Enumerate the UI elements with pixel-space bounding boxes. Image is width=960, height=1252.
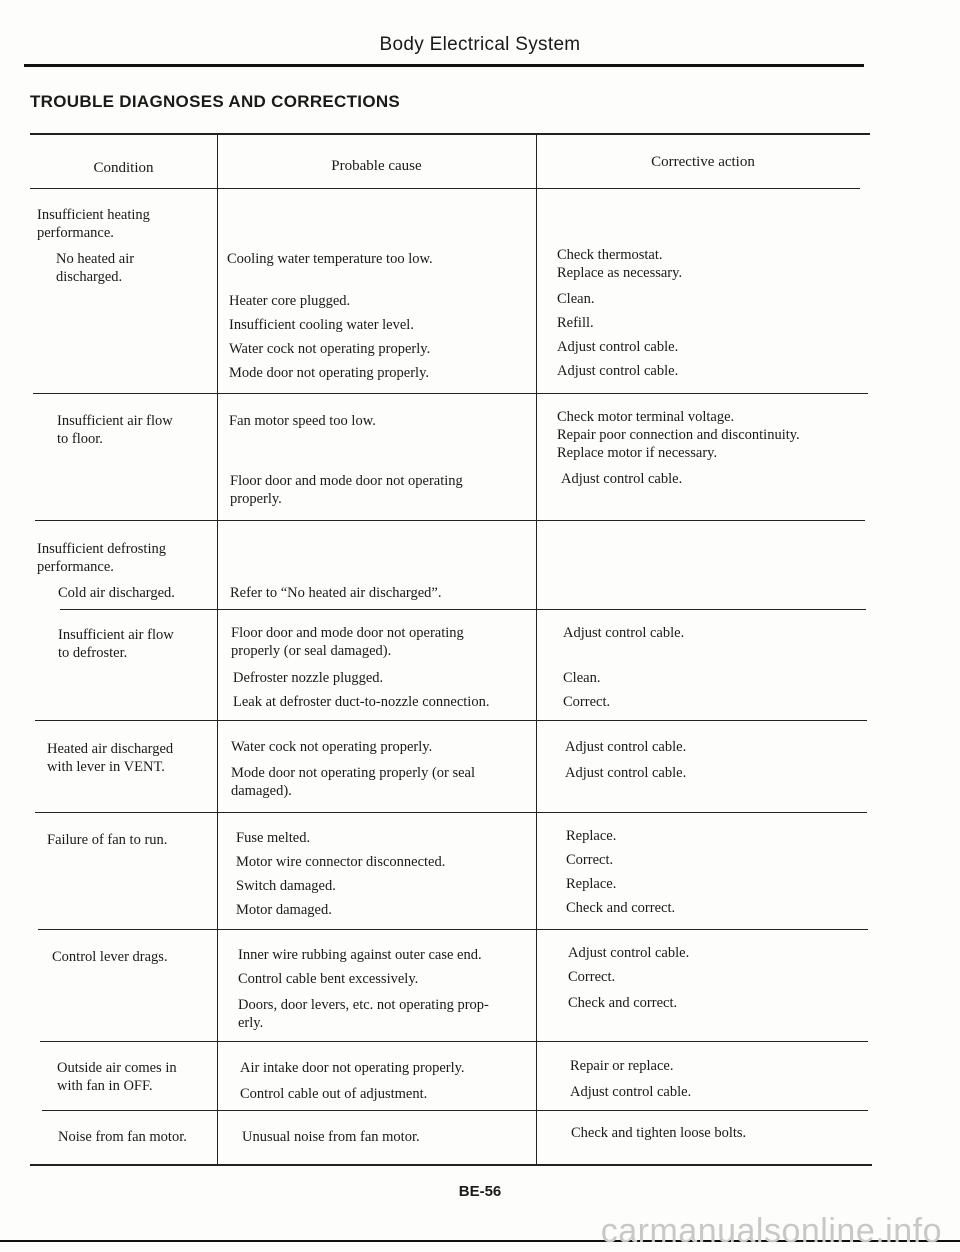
condition-text: Insufficient heating xyxy=(37,207,150,223)
action-text: Adjust control cable. xyxy=(563,625,685,641)
cause-text: Motor wire connector disconnected. xyxy=(236,854,446,870)
action-text: Adjust control cable. xyxy=(565,765,687,781)
table-top-rule xyxy=(30,133,870,135)
row-divider xyxy=(40,1041,868,1042)
column-divider-1 xyxy=(217,135,218,1165)
action-text: Correct. xyxy=(566,852,614,868)
row-divider xyxy=(42,1110,868,1111)
action-text: Replace. xyxy=(566,876,617,892)
cause-text: Fan motor speed too low. xyxy=(229,413,376,429)
action-text: Replace motor if necessary. xyxy=(557,445,718,461)
row-divider xyxy=(35,720,867,721)
watermark-logo: carmanualsonline.info xyxy=(600,1212,942,1250)
row-divider xyxy=(35,812,867,813)
action-text: Check and correct. xyxy=(568,995,678,1011)
cause-text: Heater core plugged. xyxy=(229,293,351,309)
condition-text: Insufficient defrosting xyxy=(37,541,166,557)
condition-text: No heated air xyxy=(56,251,135,267)
condition-text: Control lever drags. xyxy=(52,949,168,965)
action-text: Adjust control cable. xyxy=(561,471,683,487)
page-number: BE-56 xyxy=(458,1183,502,1200)
condition-text: Noise from fan motor. xyxy=(58,1129,187,1145)
row-divider xyxy=(33,393,868,394)
cause-text: Refer to “No heated air discharged”. xyxy=(230,585,442,601)
table-bottom-rule xyxy=(30,1164,872,1166)
cause-text: Floor door and mode door not operating xyxy=(231,625,464,641)
column-header-probable-cause: Probable cause xyxy=(331,158,422,174)
action-text: Repair or replace. xyxy=(570,1058,674,1074)
cause-text: Cooling water temperature too low. xyxy=(227,251,433,267)
condition-text: Cold air discharged. xyxy=(58,585,175,601)
cause-text: Switch damaged. xyxy=(236,878,336,894)
cause-text: Doors, door levers, etc. not operating prop- xyxy=(238,997,489,1013)
action-text: Refill. xyxy=(557,315,594,331)
cause-text: Fuse melted. xyxy=(236,830,311,846)
condition-text: Insufficient air flow xyxy=(57,413,173,429)
cause-text: damaged). xyxy=(231,783,292,799)
condition-text: discharged. xyxy=(56,269,123,285)
cause-text: properly (or seal damaged). xyxy=(231,643,392,659)
action-text: Adjust control cable. xyxy=(568,945,690,961)
header-bottom-rule xyxy=(30,188,860,189)
column-divider-2 xyxy=(536,135,537,1165)
cause-text: erly. xyxy=(238,1015,264,1031)
cause-text: Water cock not operating properly. xyxy=(229,341,431,357)
action-text: Check motor terminal voltage. xyxy=(557,409,735,425)
column-header-corrective-action: Corrective action xyxy=(651,154,755,170)
cause-text: Control cable out of adjustment. xyxy=(240,1086,428,1102)
cause-text: Mode door not operating properly. xyxy=(229,365,429,381)
condition-text: to defroster. xyxy=(58,645,128,661)
cause-text: Mode door not operating properly (or seal xyxy=(231,765,476,781)
row-divider xyxy=(38,929,868,930)
action-text: Adjust control cable. xyxy=(565,739,687,755)
action-text: Check and correct. xyxy=(566,900,676,916)
cause-text: Water cock not operating properly. xyxy=(231,739,433,755)
condition-text: Outside air comes in xyxy=(57,1060,177,1076)
section-title: TROUBLE DIAGNOSES AND CORRECTIONS xyxy=(30,92,401,111)
cause-text: Leak at defroster duct-to-nozzle connection. xyxy=(233,694,490,710)
cause-text: Unusual noise from fan motor. xyxy=(242,1129,420,1145)
condition-text: with lever in VENT. xyxy=(47,759,165,775)
action-text: Adjust control cable. xyxy=(570,1084,692,1100)
condition-text: Failure of fan to run. xyxy=(47,832,168,848)
action-text: Correct. xyxy=(568,969,616,985)
action-text: Check and tighten loose bolts. xyxy=(571,1125,747,1141)
action-text: Replace. xyxy=(566,828,617,844)
condition-text: Insufficient air flow xyxy=(58,627,174,643)
page-header-title: Body Electrical System xyxy=(379,34,581,55)
cause-text: Control cable bent excessively. xyxy=(238,971,419,987)
action-text: Clean. xyxy=(563,670,601,686)
action-text: Replace as necessary. xyxy=(557,265,683,281)
cause-text: Defroster nozzle plugged. xyxy=(233,670,384,686)
row-divider xyxy=(35,520,865,521)
action-text: Repair poor connection and discontinuity. xyxy=(557,427,800,443)
header-rule xyxy=(24,64,864,67)
condition-text: performance. xyxy=(37,559,114,575)
action-text: Adjust control cable. xyxy=(557,363,679,379)
sub-row-divider xyxy=(60,609,866,610)
action-text: Check thermostat. xyxy=(557,247,663,263)
condition-text: with fan in OFF. xyxy=(57,1078,153,1094)
condition-text: Heated air discharged xyxy=(47,741,174,757)
column-header-condition: Condition xyxy=(93,160,154,176)
action-text: Adjust control cable. xyxy=(557,339,679,355)
action-text: Correct. xyxy=(563,694,611,710)
cause-text: properly. xyxy=(230,491,282,507)
cause-text: Floor door and mode door not operating xyxy=(230,473,463,489)
cause-text: Motor damaged. xyxy=(236,902,332,918)
cause-text: Insufficient cooling water level. xyxy=(229,317,414,333)
action-text: Clean. xyxy=(557,291,595,307)
condition-text: to floor. xyxy=(57,431,103,447)
condition-text: performance. xyxy=(37,225,114,241)
cause-text: Air intake door not operating properly. xyxy=(240,1060,465,1076)
cause-text: Inner wire rubbing against outer case end. xyxy=(238,947,482,963)
